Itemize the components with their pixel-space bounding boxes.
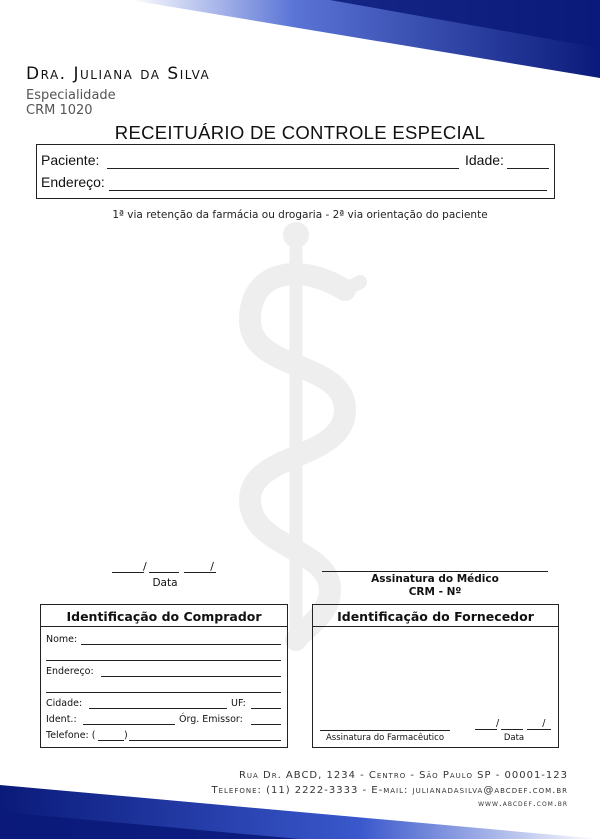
buyer-address-label: Endereço: [46, 666, 94, 677]
footer-website[interactable]: www.abcdef.com.br [478, 799, 568, 809]
patient-age-field[interactable] [507, 168, 549, 169]
buyer-issuer-field[interactable] [251, 724, 281, 725]
doctor-name: Dra. Juliana da Silva [26, 64, 211, 84]
date-slashes: / / [143, 560, 244, 573]
buyer-name-field[interactable] [81, 644, 281, 645]
buyer-uf-field[interactable] [251, 708, 281, 709]
supplier-date-field[interactable] [475, 717, 566, 731]
buyer-panel [40, 604, 288, 748]
buyer-phone-area-field[interactable] [98, 740, 124, 741]
patient-age-label: Idade: [465, 152, 504, 168]
buyer-issuer-label: Órg. Emissor: [179, 714, 243, 725]
buyer-city-field[interactable] [89, 708, 227, 709]
pharmacist-signature-label: Assinatura do Farmacêutico [325, 733, 445, 743]
buyer-city-label: Cidade: [46, 698, 83, 709]
panel-divider [41, 626, 287, 627]
patient-name-label: Paciente: [41, 152, 100, 168]
buyer-phone-close: ) [124, 730, 128, 741]
buyer-ident-label: Ident.: [46, 714, 77, 725]
supplier-panel [312, 604, 566, 748]
buyer-name-field-2[interactable] [46, 660, 281, 661]
panel-divider [313, 626, 558, 627]
prescription-date-label: Data [152, 577, 178, 589]
doctor-crm-label: CRM - Nº [408, 586, 462, 598]
document-title: RECEITUÁRIO DE CONTROLE ESPECIAL [114, 122, 486, 143]
buyer-panel-title: Identificação do Comprador [66, 609, 262, 624]
buyer-ident-field[interactable] [83, 724, 175, 725]
buyer-name-label: Nome: [46, 634, 78, 645]
footer-contact: Telefone: (11) 2222-3333 - E-mail: julianadasilva@abcdef.com.br [211, 785, 568, 796]
buyer-address-field-2[interactable] [46, 692, 281, 693]
patient-name-field[interactable] [107, 168, 459, 169]
patient-box [36, 144, 555, 199]
date-slashes: / / [496, 718, 566, 729]
buyer-address-field[interactable] [101, 676, 281, 677]
prescription-date-field[interactable] [112, 560, 244, 575]
doctor-signature-line[interactable] [322, 571, 548, 572]
doctor-signature-label: Assinatura do Médico [371, 573, 499, 585]
buyer-phone-label: Telefone: ( [46, 730, 96, 741]
doctor-crm: CRM 1020 [26, 103, 93, 118]
doctor-specialty: Especialidade [26, 88, 116, 103]
supplier-panel-title: Identificação do Fornecedor [337, 609, 534, 624]
buyer-phone-field[interactable] [129, 740, 281, 741]
patient-address-label: Endereço: [41, 174, 105, 190]
pharmacist-signature-line[interactable] [320, 730, 450, 731]
footer-address: Rua Dr. ABCD, 1234 - Centro - São Paulo SP - 00001-123 [238, 770, 568, 781]
supplier-date-label: Data [503, 733, 525, 743]
via-note: 1ª via retenção da farmácia ou drogaria - 2ª via orientação do paciente [112, 209, 488, 221]
patient-address-field[interactable] [109, 190, 547, 191]
buyer-uf-label: UF: [231, 698, 246, 709]
